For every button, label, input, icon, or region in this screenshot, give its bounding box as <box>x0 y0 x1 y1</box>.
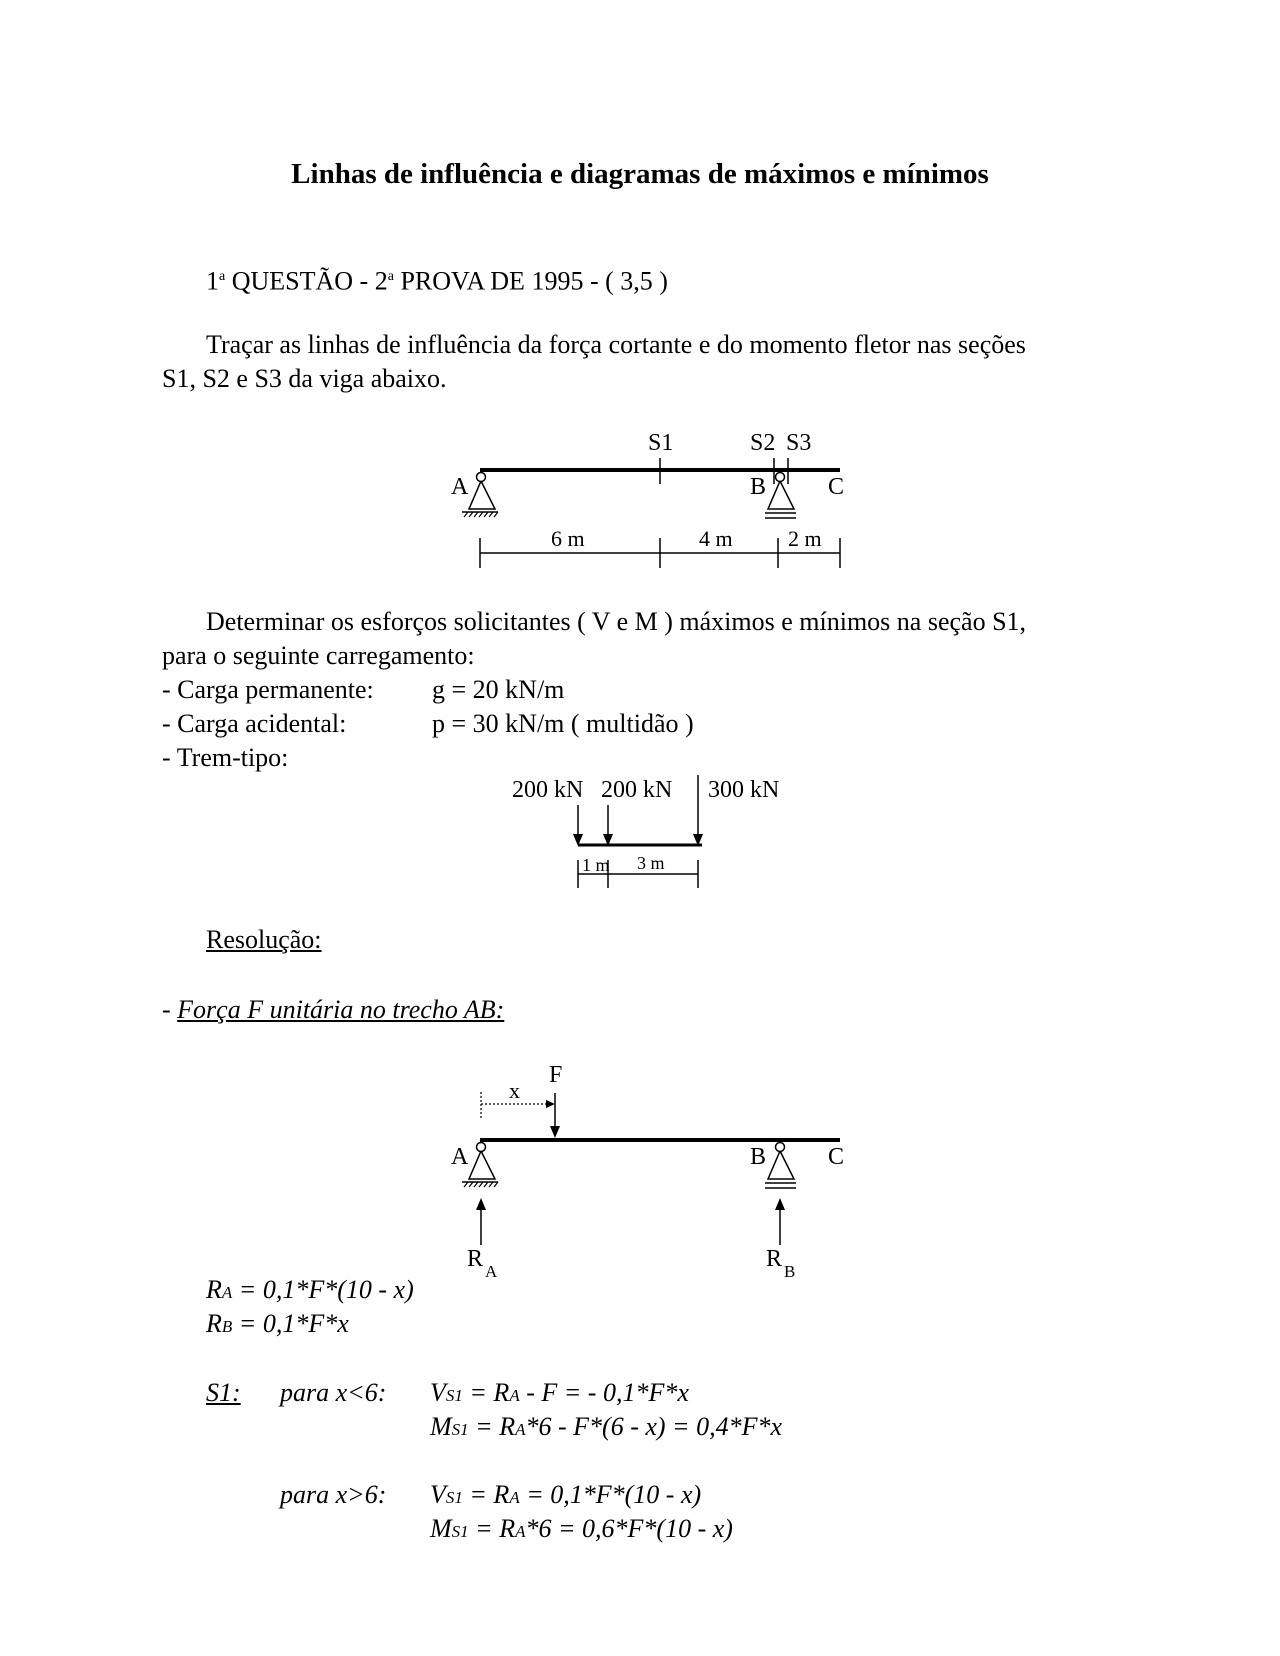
m2-lhs: M <box>430 1514 452 1543</box>
load-value-permanent: g = 20 kN/m <box>432 675 565 704</box>
v2-mid: = R <box>462 1480 510 1509</box>
equation-rb <box>206 1309 349 1342</box>
case-heading-text: Força F unitária no trecho AB: <box>177 995 505 1024</box>
train-load-2: 200 kN <box>601 777 673 803</box>
page-title: Linhas de influência e diagramas de máximos e mínimos <box>291 158 989 190</box>
eq-ra-rhs: = 0,1*F*(10 - x) <box>232 1275 414 1304</box>
v2-rhs: = 0,1*F*(10 - x) <box>519 1480 702 1509</box>
case-prefix: - <box>162 995 178 1024</box>
label-c: C <box>828 474 845 500</box>
support-a-pinned-icon <box>462 473 498 518</box>
label-rb: R <box>766 1246 783 1272</box>
exam-ordinal: a <box>387 269 394 284</box>
case-heading <box>162 995 504 1025</box>
m2-rhs: *6 = 0,6*F*(10 - x) <box>525 1514 733 1543</box>
train-load-3: 300 kN <box>708 777 780 803</box>
dim-2m: 2 m <box>788 526 822 551</box>
label-ra: R <box>467 1246 484 1272</box>
label-b2: B <box>750 1144 767 1170</box>
eq-ra-symbol: R <box>206 1275 222 1304</box>
label-x: x <box>509 1078 520 1103</box>
label-ra-sub: A <box>485 1262 498 1281</box>
v2-sub2: A <box>509 1488 520 1507</box>
label-rb-sub: B <box>784 1262 796 1281</box>
load-arrow-2-icon <box>603 834 613 846</box>
m1-rhs: *6 - F*(6 - x) = 0,4*F*x <box>525 1412 783 1441</box>
label-a2: A <box>451 1144 469 1170</box>
load-arrow-1-icon <box>573 834 583 846</box>
m2-sub: S1 <box>451 1522 469 1541</box>
resolution-heading: Resolução: <box>206 925 322 954</box>
condition-x-greater-6: para x>6: <box>280 1480 387 1509</box>
label-a: A <box>451 474 469 500</box>
label-f: F <box>549 1062 563 1088</box>
support-b2-roller-icon <box>765 1143 796 1189</box>
question-rest: PROVA DE 1995 - ( 3,5 ) <box>393 266 668 296</box>
equation-m1 <box>430 1412 782 1445</box>
equation-m2 <box>430 1514 733 1547</box>
m2-sub2: A <box>515 1522 526 1541</box>
train-dim-1: 1 m <box>582 855 610 875</box>
eq-ra-sub: A <box>221 1283 233 1302</box>
dim-6m: 6 m <box>551 526 585 551</box>
label-s3: S3 <box>786 430 812 456</box>
load-value-accidental: p = 30 kN/m ( multidão ) <box>432 709 694 738</box>
reaction-a-arrow-icon <box>476 1198 486 1210</box>
train-diagram <box>512 775 779 888</box>
label-c2: C <box>828 1144 845 1170</box>
train-load-1: 200 kN <box>512 777 584 803</box>
label-s1: S1 <box>648 430 674 456</box>
load-label-train: - Trem-tipo: <box>162 743 289 772</box>
dim-4m: 4 m <box>699 526 733 551</box>
x-arrow-icon <box>546 1100 555 1108</box>
question-ordinal: a <box>219 269 226 284</box>
v1-lhs: V <box>430 1378 446 1407</box>
m1-sub: S1 <box>451 1420 469 1439</box>
s1-label: S1: <box>206 1378 241 1407</box>
equation-ra <box>206 1275 414 1308</box>
task-line-2: para o seguinte carregamento: <box>162 641 475 670</box>
v1-sub: S1 <box>445 1386 463 1405</box>
m1-lhs: M <box>430 1412 452 1441</box>
eq-rb-sub: B <box>221 1317 233 1336</box>
v2-lhs: V <box>430 1480 446 1509</box>
support-a2-pinned-icon <box>462 1143 498 1188</box>
load-arrow-3-icon <box>693 834 703 846</box>
force-arrow-icon <box>550 1126 560 1138</box>
condition-x-less-6: para x<6: <box>280 1378 387 1407</box>
m1-mid: = R <box>468 1412 516 1441</box>
equation-v2 <box>430 1480 701 1513</box>
task-line-1: Determinar os esforços solicitantes ( V e M ) máximos e mínimos na seção S1, <box>206 607 1027 636</box>
m2-mid: = R <box>468 1514 516 1543</box>
load-label-permanent: - Carga permanente: <box>162 675 374 704</box>
intro-line-2: S1, S2 e S3 da viga abaixo. <box>162 364 447 393</box>
force-diagram <box>451 1062 844 1281</box>
question-heading <box>206 262 668 297</box>
eq-rb-symbol: R <box>206 1309 222 1338</box>
label-s2: S2 <box>750 430 776 456</box>
load-label-accidental: - Carga acidental: <box>162 709 347 738</box>
question-number: 1 <box>206 266 219 296</box>
m1-sub2: A <box>515 1420 526 1439</box>
support-b-roller-icon <box>765 473 796 519</box>
equation-v1 <box>430 1378 689 1411</box>
v1-mid: = R <box>462 1378 510 1407</box>
v1-rhs: - F = - 0,1*F*x <box>519 1378 689 1407</box>
reaction-b-arrow-icon <box>775 1198 785 1210</box>
question-mid: QUESTÃO - 2 <box>225 266 388 296</box>
intro-line-1: Traçar as linhas de influência da força cortante e do momento fletor nas seções <box>206 330 1026 359</box>
train-dim-2: 3 m <box>637 853 665 873</box>
v1-sub2: A <box>509 1386 520 1405</box>
eq-rb-rhs: = 0,1*F*x <box>232 1309 349 1338</box>
label-b: B <box>750 474 767 500</box>
v2-sub: S1 <box>445 1488 463 1507</box>
